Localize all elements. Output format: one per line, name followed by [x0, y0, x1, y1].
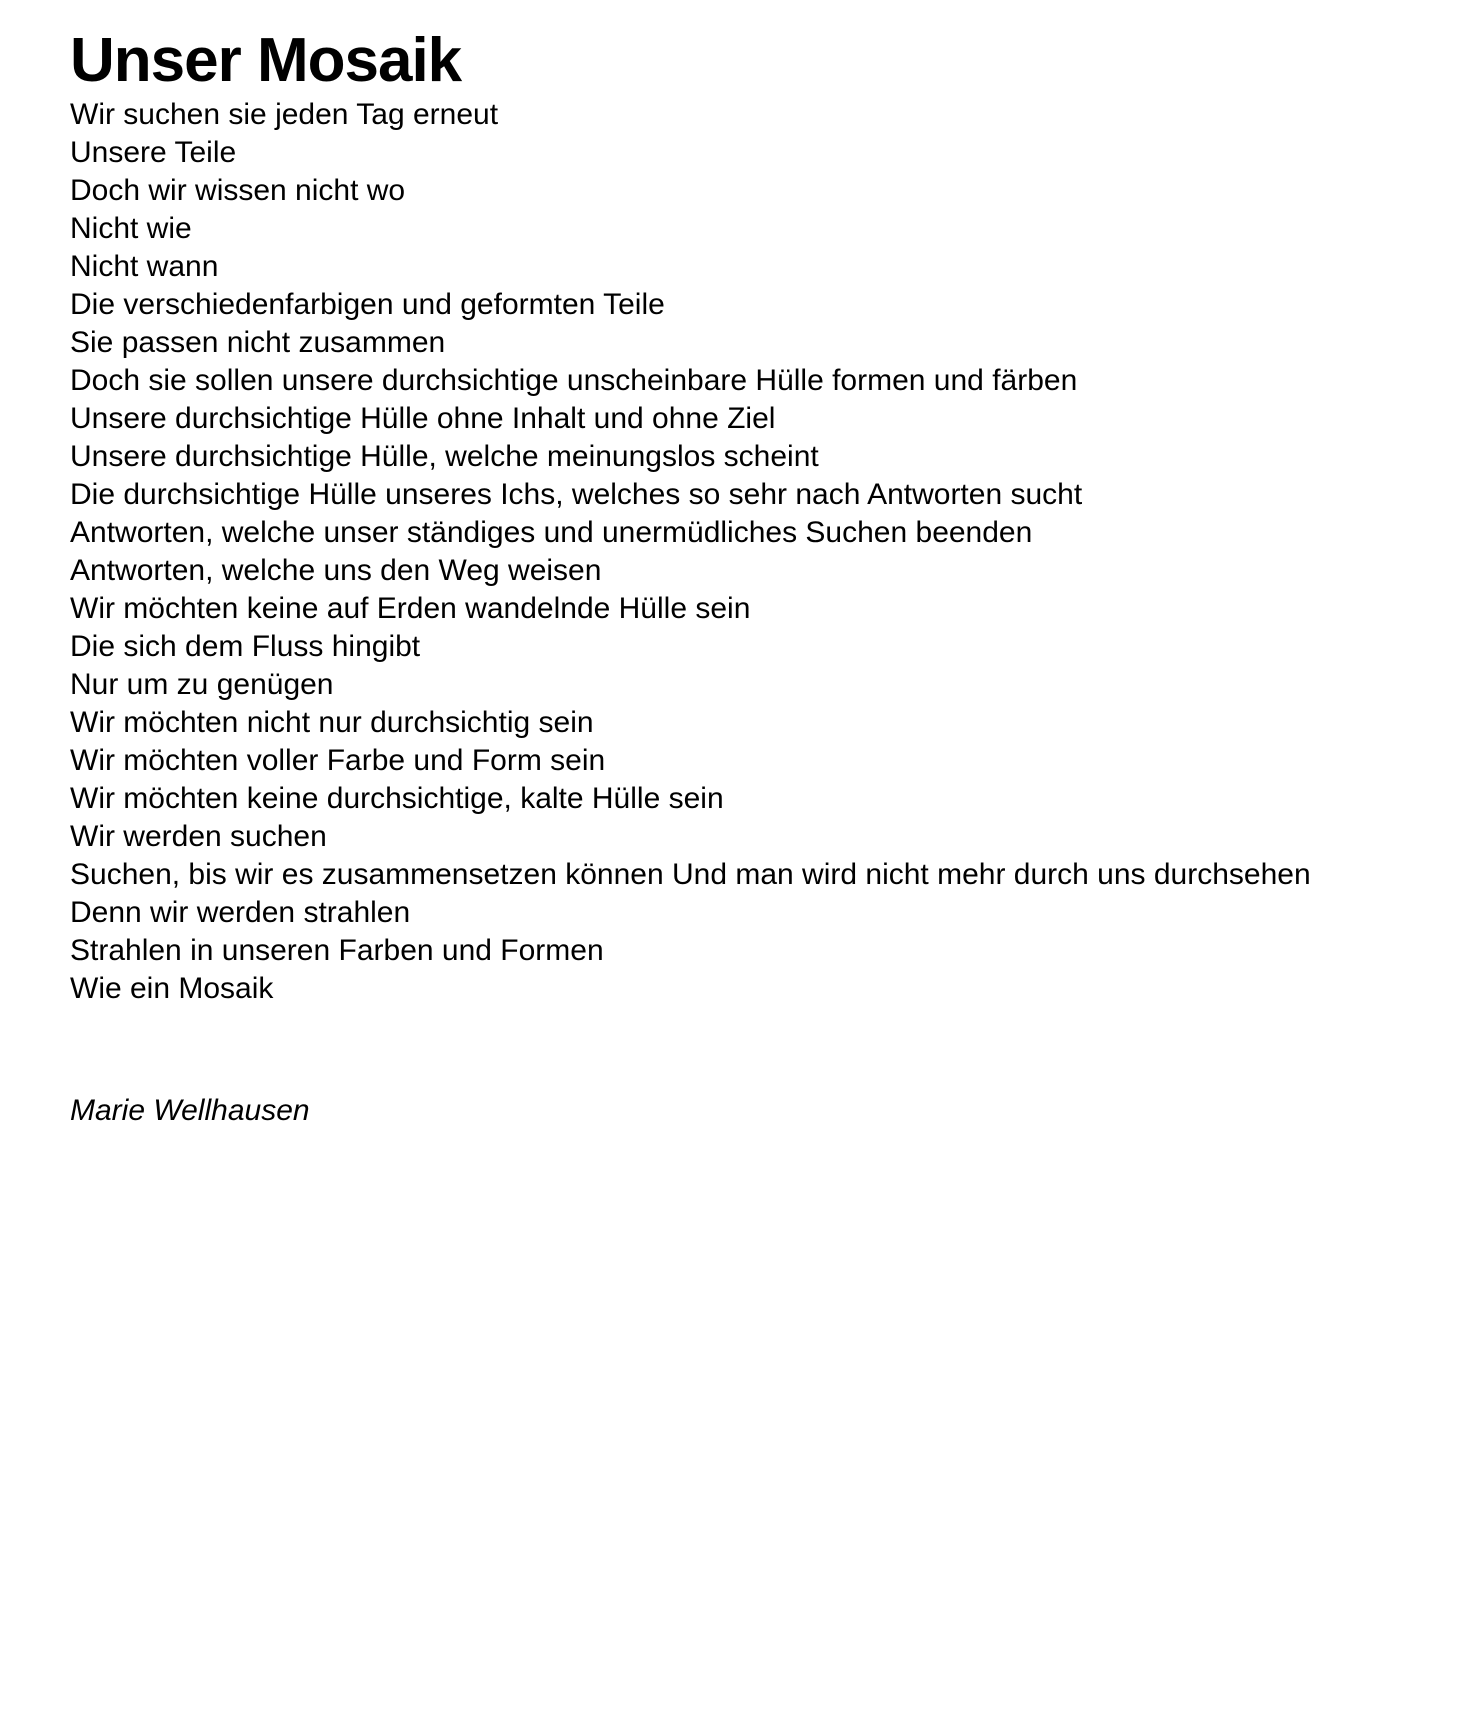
poem-line: Unsere durchsichtige Hülle, welche meinungslos scheint: [70, 440, 819, 474]
stanza-3: [70, 362, 1400, 400]
poem-line: Unsere Teile: [70, 136, 237, 170]
poem-line: Wir suchen sie jeden Tag erneut: [70, 98, 499, 132]
poem-title: Unser Mosaik: [70, 26, 462, 95]
poem-line: Denn wir werden strahlen: [70, 896, 411, 930]
poem-line: Nur um zu genügen: [70, 668, 334, 702]
poem-line: Die durchsichtige Hülle unseres Ichs, welches so sehr nach Antworten sucht: [70, 478, 1083, 512]
poem-line: Wir möchten keine auf Erden wandelnde Hülle sein: [70, 592, 751, 626]
poem-line: Die verschiedenfarbigen und geformten Teile: [70, 288, 665, 322]
stanza-9: [70, 856, 1400, 894]
poem-line: Sie passen nicht zusammen: [70, 326, 446, 360]
poem-line: Suchen, bis wir es zusammensetzen können Und man wird nicht mehr durch uns durchsehen: [70, 858, 1311, 892]
poem-line: Wir möchten voller Farbe und Form sein: [70, 744, 606, 778]
stanza-10: [70, 894, 1400, 1008]
poem-line: Wie ein Mosaik: [70, 972, 274, 1006]
stanza-8: [70, 818, 1400, 856]
poem-line: Antworten, welche uns den Weg weisen: [70, 554, 602, 588]
stanza-1: [70, 96, 1400, 286]
stanza-7: [70, 704, 1400, 818]
poem-line: Antworten, welche unser ständiges und unermüdliches Suchen beenden: [70, 516, 1033, 550]
poem-line: Unsere durchsichtige Hülle ohne Inhalt und ohne Ziel: [70, 402, 776, 436]
poem-line: Doch sie sollen unsere durchsichtige unscheinbare Hülle formen und färben: [70, 364, 1078, 398]
poem-line: Wir werden suchen: [70, 820, 327, 854]
stanza-2: [70, 286, 1400, 362]
author-name: Marie Wellhausen: [70, 1094, 310, 1128]
poem-line: Die sich dem Fluss hingibt: [70, 630, 421, 664]
stanza-6: [70, 590, 1400, 704]
poem-line: Nicht wann: [70, 250, 219, 284]
stanza-4: [70, 400, 1400, 514]
stanza-5: [70, 514, 1400, 590]
poem-line: Nicht wie: [70, 212, 192, 246]
poem-line: Wir möchten keine durchsichtige, kalte Hülle sein: [70, 782, 724, 816]
poem-line: Strahlen in unseren Farben und Formen: [70, 934, 604, 968]
poem-line: Wir möchten nicht nur durchsichtig sein: [70, 706, 594, 740]
poem-line: Doch wir wissen nicht wo: [70, 174, 406, 208]
